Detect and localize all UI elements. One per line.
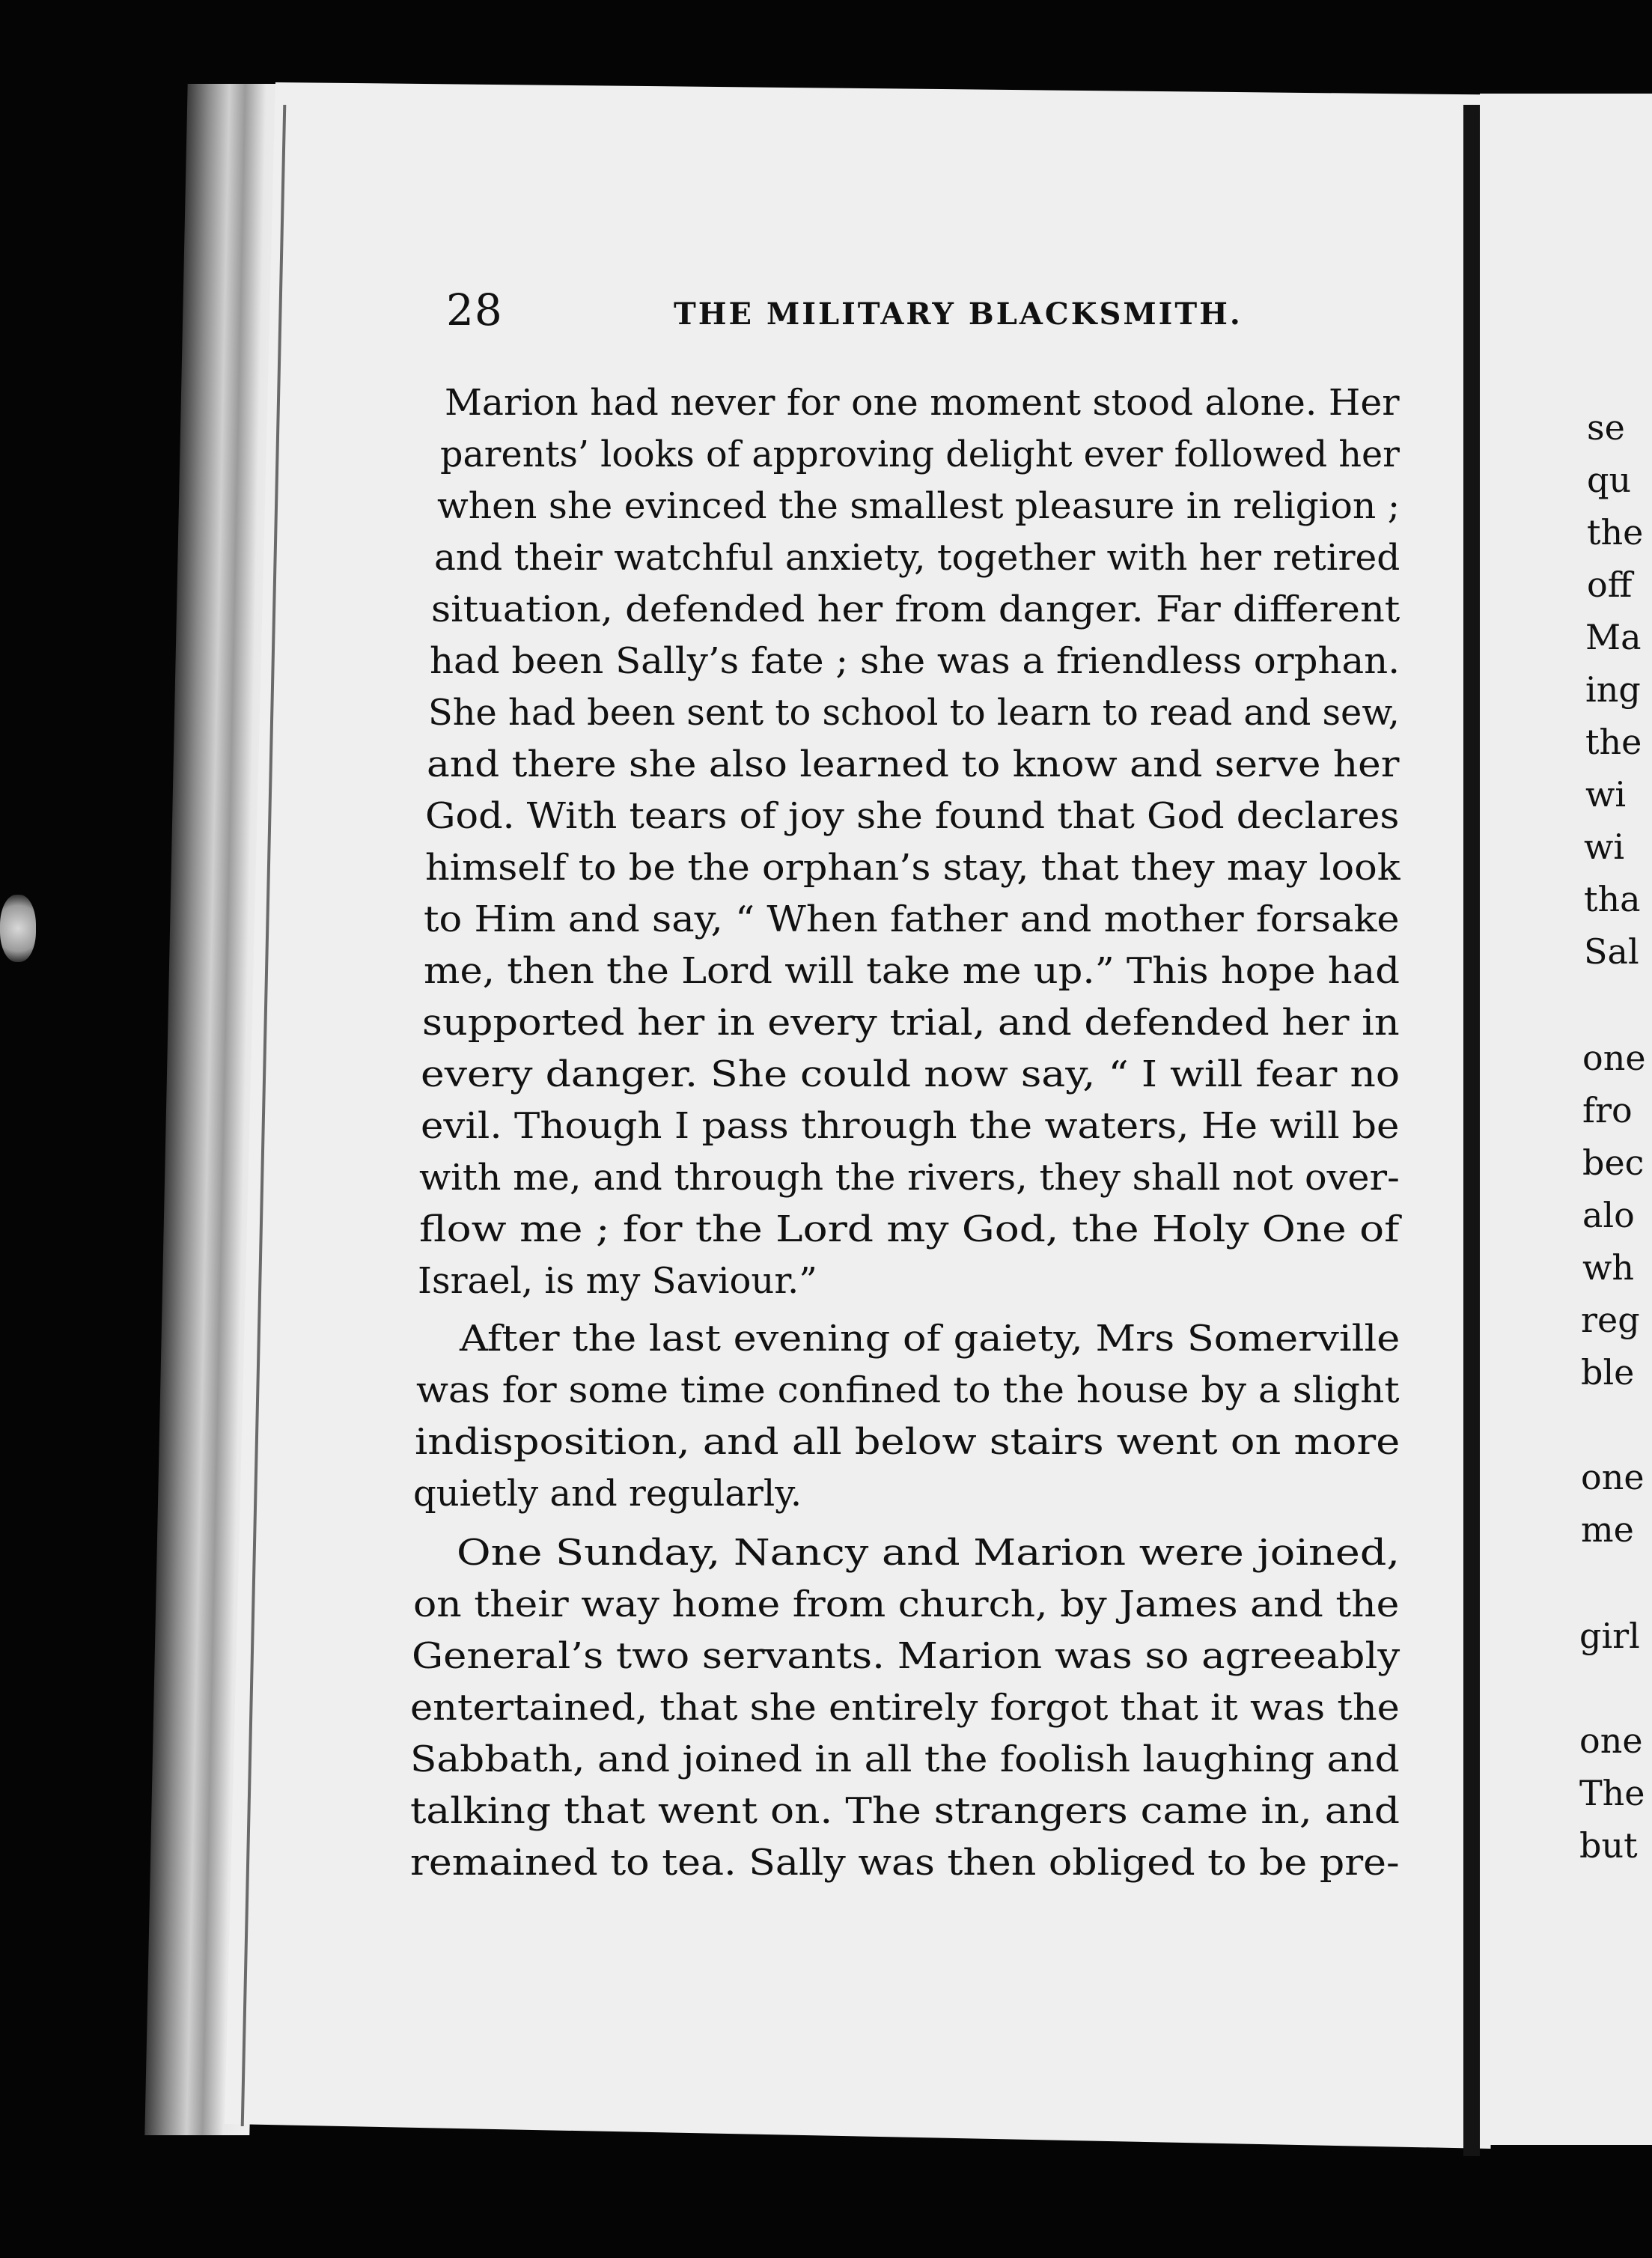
text-line: Israel, is my Saviour.” — [418, 1260, 817, 1302]
text-line: and their watchful anxiety, together with her retired — [434, 537, 1400, 579]
text-line: was for some time confined to the house by a slight — [416, 1369, 1400, 1411]
facing-fragment: but — [1579, 1825, 1638, 1866]
text-line: on their way home from church, by James and the — [413, 1583, 1400, 1625]
text-line: every danger. She could now say, “ I will fear no — [421, 1053, 1400, 1095]
facing-fragment: girl — [1579, 1616, 1640, 1656]
text-line: Sabbath, and joined in all the foolish laughing and — [410, 1738, 1400, 1780]
facing-fragment: tha — [1584, 879, 1641, 919]
text-line: and there she also learned to know and serve her — [427, 743, 1400, 785]
text-line: when she evinced the smallest pleasure in religion ; — [437, 485, 1400, 527]
text-line: indisposition, and all below stairs went on more — [415, 1421, 1400, 1463]
facing-fragment: one — [1579, 1720, 1643, 1761]
facing-fragment: wi — [1584, 827, 1625, 867]
facing-fragment: wi — [1585, 774, 1627, 815]
facing-fragment: me — [1581, 1509, 1634, 1550]
text-line: had been Sally’s fate ; she was a friendless orphan. — [430, 640, 1400, 682]
facing-fragment: the — [1587, 512, 1644, 553]
text-line: entertained, that she entirely forgot that it was the — [410, 1687, 1400, 1729]
facing-fragment: fro — [1582, 1090, 1633, 1130]
text-line: supported her in every trial, and defended her in — [422, 1002, 1400, 1044]
text-line: Marion had never for one moment stood alone. Her — [445, 382, 1400, 424]
running-title: THE MILITARY BLACKSMITH. — [674, 296, 1243, 332]
text-line: God. With tears of joy she found that God declares — [425, 795, 1400, 837]
facing-fragment: bec — [1582, 1142, 1645, 1183]
facing-fragment: one — [1582, 1038, 1646, 1078]
text-line: situation, defended her from danger. Far different — [431, 588, 1400, 630]
facing-fragment: qu — [1587, 460, 1632, 500]
page-number: 28 — [446, 284, 503, 335]
text-line: General’s two servants. Marion was so agreeably — [412, 1635, 1400, 1677]
text-line: evil. Though I pass through the waters, He will be — [421, 1105, 1400, 1147]
text-line: parents’ looks of approving delight ever followed her — [440, 433, 1400, 475]
text-line: himself to be the orphan’s stay, that they may look — [425, 847, 1400, 889]
text-line: remained to tea. Sally was then obliged to be pre- — [410, 1842, 1400, 1884]
facing-fragment: Ma — [1585, 617, 1642, 657]
facing-fragment: one — [1581, 1457, 1645, 1497]
facing-fragment: alo — [1582, 1195, 1635, 1235]
text-line: After the last evening of gaiety, Mrs Somerville — [460, 1318, 1400, 1360]
facing-fragment: off — [1587, 564, 1633, 605]
facing-fragment: ble — [1581, 1352, 1635, 1393]
text-line: talking that went on. The strangers came in, and — [410, 1790, 1400, 1832]
text-line: One Sunday, Nancy and Marion were joined, — [457, 1532, 1400, 1574]
text-line: with me, and through the rivers, they shall not over- — [419, 1157, 1400, 1199]
text-line: She had been sent to school to learn to read and sew, — [428, 692, 1400, 734]
facing-fragment: wh — [1582, 1247, 1634, 1288]
facing-fragment: se — [1587, 407, 1625, 448]
facing-fragment: ing — [1585, 669, 1641, 710]
text-line: flow me ; for the Lord my God, the Holy One of — [419, 1208, 1400, 1250]
facing-fragment: The — [1579, 1773, 1645, 1813]
text-line: me, then the Lord will take me up.” This hope had — [424, 950, 1400, 992]
text-line: quietly and regularly. — [413, 1473, 802, 1515]
facing-fragment: Sal — [1584, 931, 1639, 972]
facing-fragment: the — [1585, 722, 1642, 762]
text-line: to Him and say, “ When father and mother forsake — [424, 898, 1400, 940]
facing-fragment: reg — [1581, 1300, 1640, 1340]
